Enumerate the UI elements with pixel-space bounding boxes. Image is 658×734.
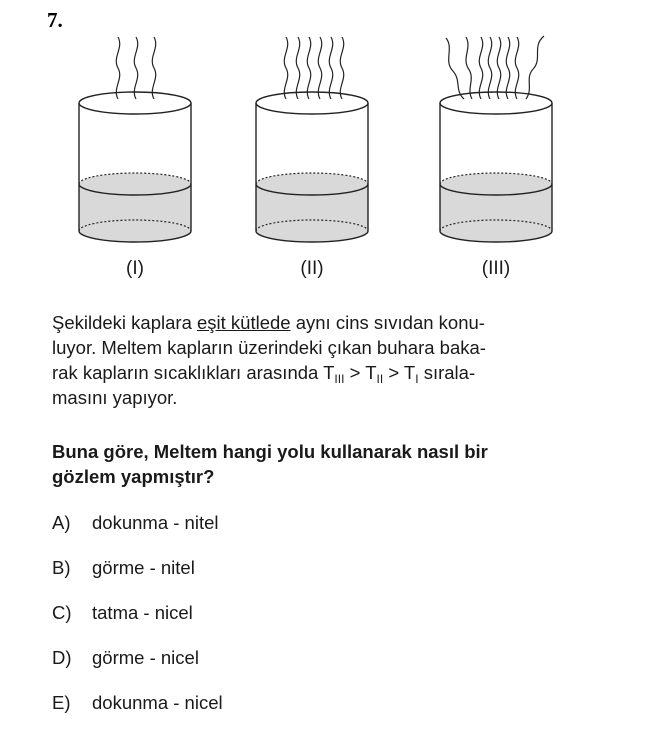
option-a[interactable]: A) dokunma - nitel bbox=[52, 512, 219, 533]
beaker-2 bbox=[256, 37, 368, 242]
beaker-label-2: (II) bbox=[300, 258, 324, 279]
option-d[interactable]: D) görme - nicel bbox=[52, 647, 199, 668]
paragraph-line-1: Şekildeki kaplara eşit kütlede aynı cins sıvıdan konu- bbox=[52, 312, 485, 333]
question-text bbox=[52, 439, 612, 489]
beakers-figure bbox=[0, 0, 658, 300]
beaker-3 bbox=[440, 36, 552, 242]
question-line-1: Buna göre, Meltem hangi yolu kullanarak nasıl bir bbox=[52, 441, 488, 462]
vapor-lines-2 bbox=[284, 37, 343, 99]
option-e[interactable]: E) dokunma - nicel bbox=[52, 692, 223, 713]
paragraph-line-3: rak kapların sıcaklıkları arasında $T_{III} > T_{II} > T_I$ sırala- bbox=[52, 362, 476, 386]
problem-paragraph bbox=[52, 310, 612, 410]
beaker-1 bbox=[79, 37, 191, 242]
option-b[interactable]: B) görme - nitel bbox=[52, 557, 195, 578]
question-number: 7. bbox=[47, 8, 63, 32]
vapor-lines-1 bbox=[116, 37, 155, 99]
paragraph-line-4: masını yapıyor. bbox=[52, 387, 178, 408]
question-line-2: gözlem yapmıştır? bbox=[52, 466, 215, 487]
paragraph-line-2: luyor. Meltem kapların üzerindeki çıkan buhara baka- bbox=[52, 337, 486, 358]
option-c[interactable]: C) tatma - nicel bbox=[52, 602, 193, 623]
beaker-label-3: (III) bbox=[481, 258, 511, 279]
underlined-phrase: eşit kütlede bbox=[197, 312, 291, 333]
beaker-label-1: (I) bbox=[126, 258, 144, 279]
vapor-lines-3 bbox=[446, 36, 544, 99]
